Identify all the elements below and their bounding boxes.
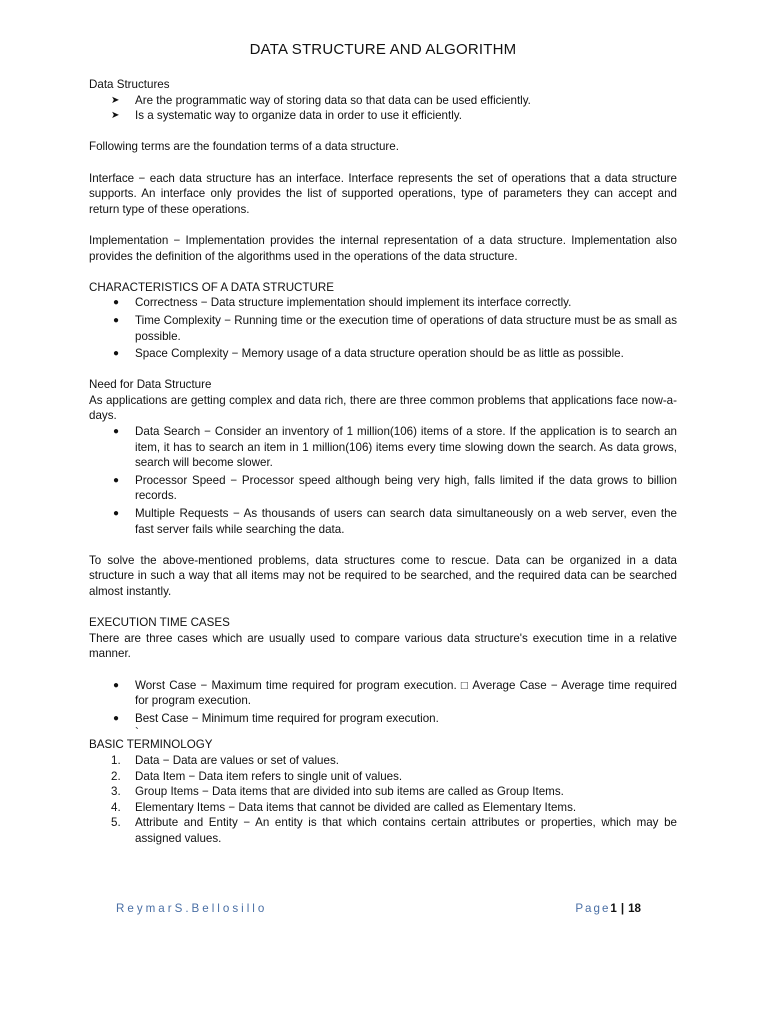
need-heading: Need for Data Structure <box>89 378 212 392</box>
page-content <box>89 40 677 847</box>
list-item: 2. Data Item − Data item refers to single unit of values. <box>111 769 403 783</box>
dot-bullet-icon: ● <box>113 426 120 438</box>
list-item: ● Space Complexity − Memory usage of a data structure operation should be as little as possible. <box>113 347 624 361</box>
list-item: ● Processor Speed − Processor speed although being very high, falls limited if the data grows to billion records. <box>113 473 677 503</box>
rescue-paragraph: To solve the above-mentioned problems, data structures come to rescue. Data can be organized in a data structure in such a way that all items may not be required to be searched, and the required data can be searched almost instantly. <box>89 553 677 598</box>
page-total: 18 <box>628 902 641 915</box>
dot-bullet-icon: ● <box>113 474 120 486</box>
dot-bullet-icon: ● <box>113 679 120 691</box>
need-list <box>89 424 677 537</box>
stray-mark: ` <box>135 726 139 740</box>
list-item: ● Best Case − Minimum time required for program execution. <box>113 711 439 725</box>
terminology-list <box>89 753 677 847</box>
footer-page-number <box>575 901 641 917</box>
characteristics-heading: CHARACTERISTICS OF A DATA STRUCTURE <box>89 280 334 294</box>
document-title: DATA STRUCTURE AND ALGORITHM <box>249 41 517 58</box>
arrow-bullet-icon: ➤ <box>111 110 120 122</box>
list-item: ● Time Complexity − Running time or the execution time of operations of data structure must be as small as possible. <box>113 313 677 343</box>
dot-bullet-icon: ● <box>113 297 120 309</box>
list-item: 1. Data − Data are values or set of values. <box>111 753 339 767</box>
interface-paragraph: Interface − each data structure has an interface. Interface represents the set of operations that a data structure supports. An interface only provides the list of supported operations, type of parameters they can accept and return type of these operations. <box>89 171 677 216</box>
implementation-paragraph: Implementation − Implementation provides the internal representation of a data structure. Implementation also provides the definition of the algorithms used in the operations of the data structure. <box>89 233 677 263</box>
list-item: 3. Group Items − Data items that are divided into sub items are called as Group Items. <box>111 785 564 799</box>
footer-author: ReymarS.Bellosillo <box>116 902 268 915</box>
execution-list <box>89 678 677 727</box>
terminology-heading: BASIC TERMINOLOGY <box>89 738 213 752</box>
list-item: 4. Elementary Items − Data items that cannot be divided are called as Elementary Items. <box>111 800 577 814</box>
dot-bullet-icon: ● <box>113 348 120 360</box>
characteristics-list <box>89 295 677 361</box>
foundation-intro: Following terms are the foundation terms of a data structure. <box>89 140 399 154</box>
list-item: 5. Attribute and Entity − An entity is that which contains certain attributes or properties, which may be assigned values. <box>111 816 677 845</box>
page-separator: | <box>620 902 625 915</box>
list-item: ● Data Search − Consider an inventory of 1 million(106) items of a store. If the application is to search an item, it has to search an item in 1 million(106) items every time slowing down the search. As data grows, search will become slower. <box>113 425 677 470</box>
list-item: ➤ Is a systematic way to organize data in order to use it efficiently. <box>111 109 462 123</box>
page-label: Page <box>575 902 611 915</box>
page-current: 1 <box>610 902 617 915</box>
need-intro: As applications are getting complex and data rich, there are three common problems that applications face now-a-days. <box>89 393 677 423</box>
list-item: ➤ Are the programmatic way of storing data so that data can be used efficiently. <box>111 93 531 107</box>
data-structures-list <box>89 93 677 124</box>
execution-heading: EXECUTION TIME CASES <box>89 616 230 630</box>
list-item: ● Multiple Requests − As thousands of users can search data simultaneously on a web server, even the fast server fails while searching the data. <box>113 507 677 536</box>
data-structures-heading: Data Structures <box>89 78 170 91</box>
list-item: ● Worst Case − Maximum time required for program execution. □ Average Case − Average time required for program execution. <box>113 678 677 708</box>
execution-intro: There are three cases which are usually used to compare various data structure's execution time in a relative manner. <box>89 631 677 661</box>
dot-bullet-icon: ● <box>113 712 120 724</box>
arrow-bullet-icon: ➤ <box>111 94 120 106</box>
list-item: ● Correctness − Data structure implementation should implement its interface correctly. <box>113 296 572 310</box>
dot-bullet-icon: ● <box>113 314 120 326</box>
dot-bullet-icon: ● <box>113 508 120 520</box>
